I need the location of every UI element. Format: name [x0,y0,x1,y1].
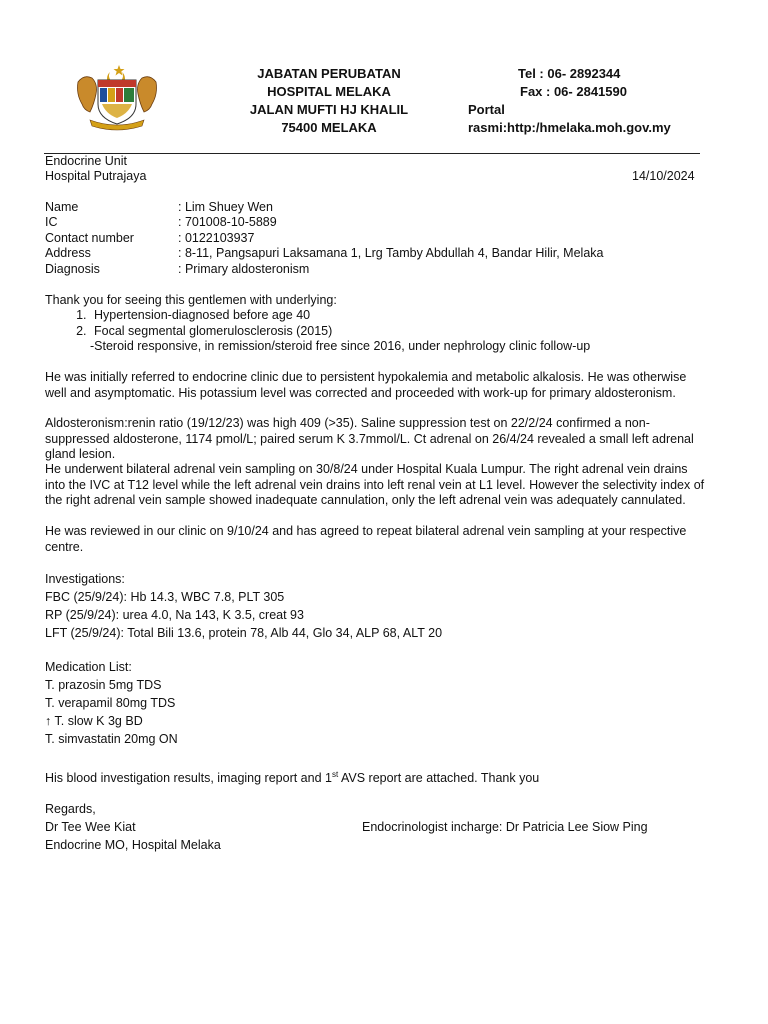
paragraph: He was initially referred to endocrine clinic due to persistent hypokalemia and metabolic alkalosis. He was otherwise well and asymptomatic. His potassium level was corrected and proceeded with work-up for primary aldosteronism. [45,370,687,400]
paragraph: He was reviewed in our clinic on 9/10/24 and has agreed to repeat bilateral adrenal vein sampling at your respective centre. [45,524,687,554]
medication-item: T. verapamil 80mg TDS [45,696,176,710]
street-address: JALAN MUFTI HJ KHALIL [249,102,409,117]
postcode-city: 75400 MELAKA [281,120,377,135]
investigation-lft: LFT (25/9/24): Total Bili 13.6, protein 78, Alb 44, Glo 34, ALP 68, ALT 20 [45,626,443,640]
letterhead-contact [468,65,708,137]
patient-label: IC [45,215,58,229]
medication-item: T. prazosin 5mg TDS [45,678,162,692]
regards: Regards, [45,802,96,816]
closing-part: His blood investigation results, imaging report and 1 [45,771,332,786]
investigations-title: Investigations: [45,572,125,586]
department-name: JABATAN PERUBATAN [257,66,401,81]
paragraph: Aldosteronism:renin ratio (19/12/23) was high 409 (>35). Saline suppression test on 22/2/24 confirmed a non-suppressed aldosterone, 1174 pmol/L; paired serum K 3.7mmol/L. Ct adrenal on 26/4/24 revealed a small left adrenal gland lesion. [45,416,694,461]
coat-of-arms-logo [72,62,162,132]
portal-url[interactable]: rasmi:http:/hmelaka.moh.gov.my [468,120,671,135]
letter-date: 14/10/2024 [632,169,695,183]
telephone: Tel : 06- 2892344 [518,66,621,81]
intro-text: Thank you for seeing this gentlemen with underlying: [45,293,337,307]
patient-value: : 8-11, Pangsapuri Laksamana 1, Lrg Tamby Abdullah 4, Bandar Hilir, Melaka [178,246,604,260]
fax: Fax : 06- 2841590 [520,84,627,99]
history-note: -Steroid responsive, in remission/steroid free since 2016, under nephrology clinic follow-up [90,339,591,353]
recipient-hospital: Hospital Putrajaya [45,169,147,183]
patient-label: Name [45,200,79,214]
medication-title: Medication List: [45,660,132,674]
portal-label: Portal [468,102,505,117]
header-divider [44,153,700,154]
medication-item: T. simvastatin 20mg ON [45,732,178,746]
doctor-role: Endocrine MO, Hospital Melaka [45,838,221,852]
paragraph: He underwent bilateral adrenal vein sampling on 30/8/24 under Hospital Kuala Lumpur. The right adrenal vein drains into the IVC at T12 level while the left adrenal vein drains into left renal vein at L1 level. However the selectivity index of the right adrenal vein sample showed inadequate cannulation, only the left adrenal vein was adequately cannulated. [45,462,705,507]
patient-value: : 701008-10-5889 [178,215,277,229]
investigation-rp: RP (25/9/24): urea 4.0, Na 143, K 3.5, creat 93 [45,608,304,622]
closing-part: AVS report are attached. Thank you [338,771,540,786]
list-item: 2. Focal segmental glomerulosclerosis (2015) [90,324,332,340]
letterhead-address [224,65,434,137]
medication-item: ↑ T. slow K 3g BD [45,714,143,728]
closing-text [45,767,539,787]
closing-superscript: st [331,770,339,779]
patient-label: Address [45,246,91,260]
patient-label: Diagnosis [45,262,100,276]
patient-value: : 0122103937 [178,231,255,245]
hospital-name: HOSPITAL MELAKA [267,84,391,99]
doctor-name: Dr Tee Wee Kiat [45,820,136,834]
patient-label: Contact number [45,231,134,245]
recipient-unit: Endocrine Unit [45,154,127,168]
history-list [45,308,332,339]
investigation-fbc: FBC (25/9/24): Hb 14.3, WBC 7.8, PLT 305 [45,590,285,604]
endocrinologist-incharge: Endocrinologist incharge: Dr Patricia Lee Siow Ping [362,820,648,834]
list-item: 1. Hypertension-diagnosed before age 40 [90,308,332,324]
patient-value: : Lim Shuey Wen [178,200,273,214]
patient-value: : Primary aldosteronism [178,262,310,276]
